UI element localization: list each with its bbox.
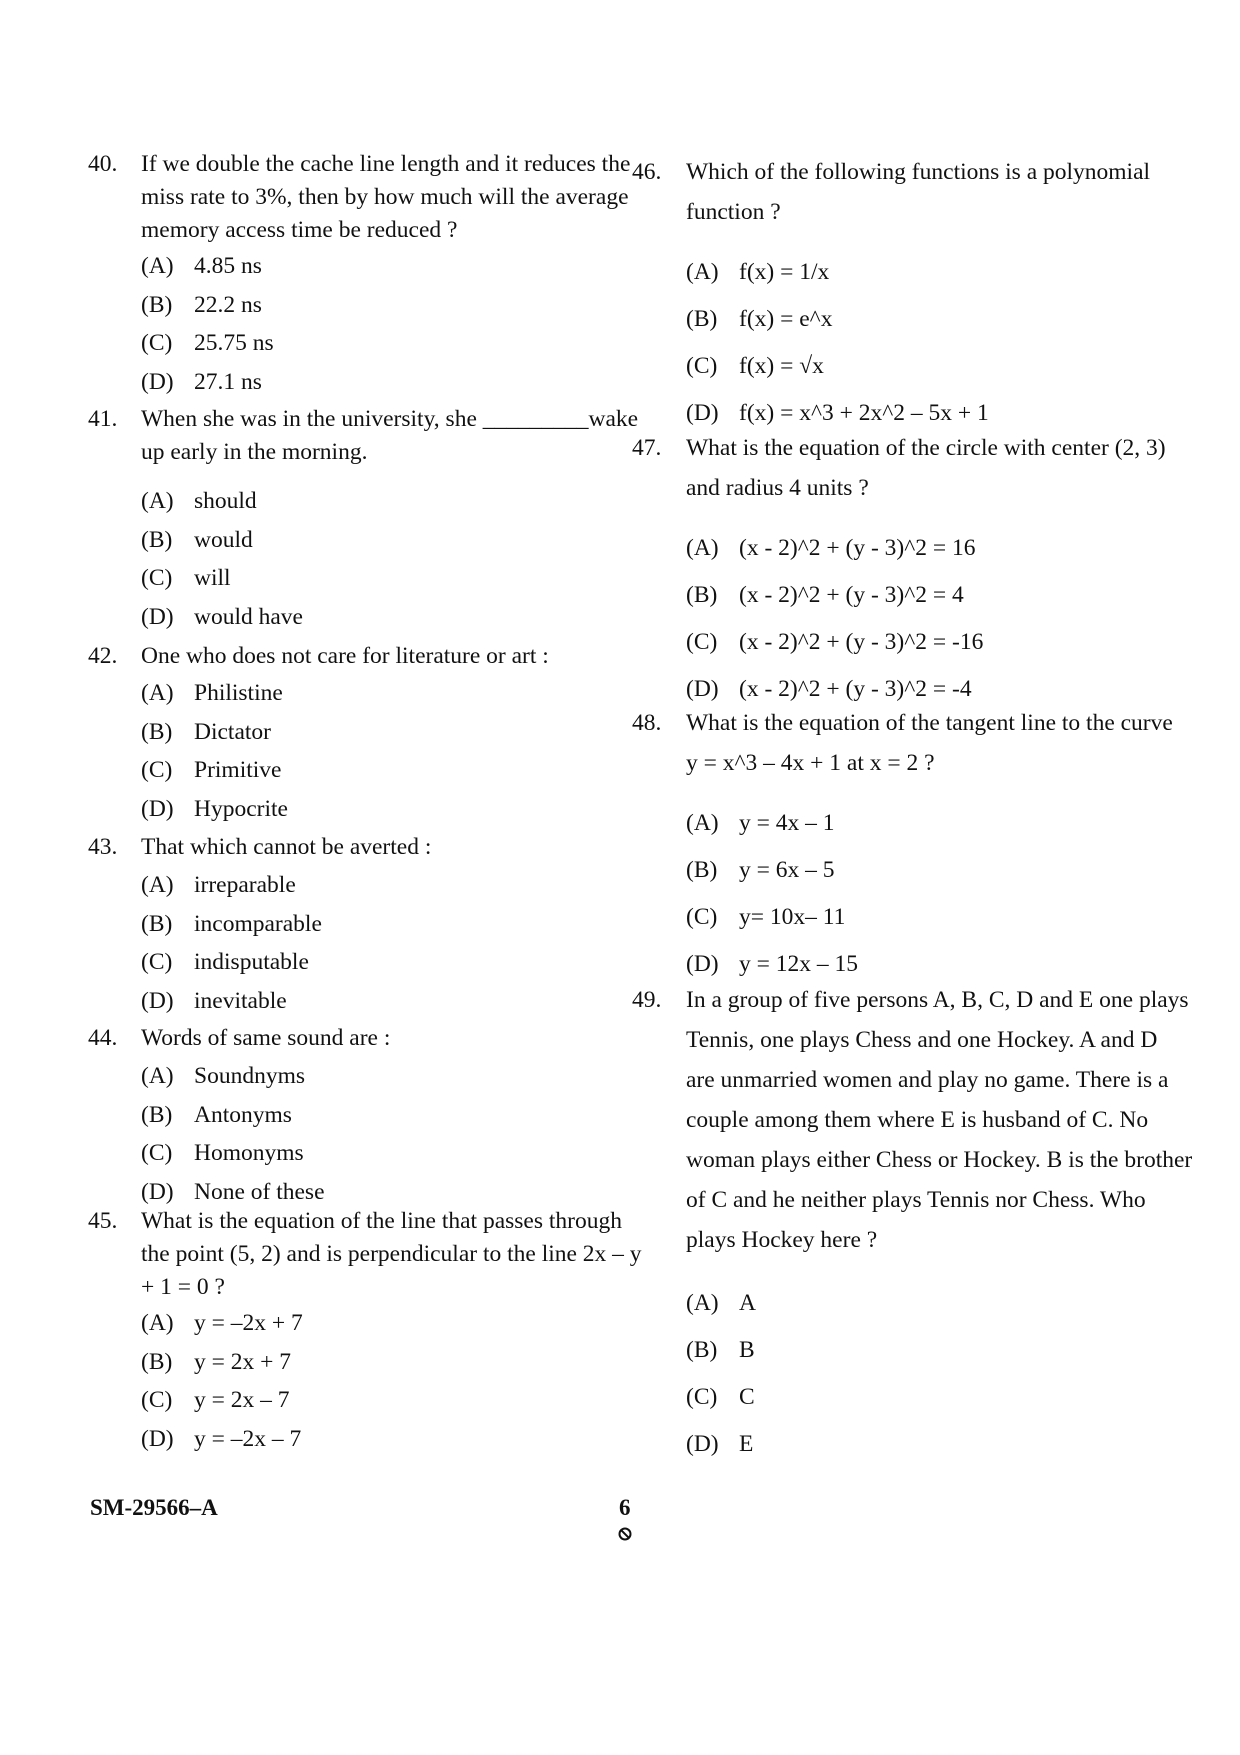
option-c[interactable] [141,1384,290,1417]
option-text: Homonyms [194,1140,304,1166]
option-d[interactable] [141,985,287,1018]
question-text-line: Tennis, one plays Chess and one Hockey. A and D [686,1027,1158,1053]
option-text: would have [194,603,303,630]
option-text: Philistine [194,680,283,706]
page-number: 6 [619,1495,631,1520]
option-b[interactable] [686,579,964,612]
question-text-line: couple among them where E is husband of C. No [686,1107,1149,1133]
option-label: (D) [686,400,719,426]
question-text-line: One who does not care for literature or art : [141,643,549,669]
option-a[interactable] [141,250,262,283]
option-label: (D) [141,603,174,630]
question-text-line: y = x^3 – 4x + 1 at x = 2 ? [686,750,935,776]
option-b[interactable] [141,1099,292,1132]
option-label: (A) [141,872,174,898]
option-text: E [739,1431,754,1457]
option-b[interactable] [141,524,253,557]
option-text: Antonyms [194,1101,292,1128]
option-text: (x - 2)^2 + (y - 3)^2 = -4 [739,676,972,702]
question-number: 44. [88,1025,118,1051]
option-text: Dictator [194,718,271,745]
option-c[interactable] [686,901,845,934]
option-text: (x - 2)^2 + (y - 3)^2 = 4 [739,582,964,608]
no-entry-icon [618,1527,632,1541]
option-label: (B) [141,718,173,745]
option-b[interactable] [141,716,271,749]
option-label: (B) [686,306,718,332]
option-text: y = 2x + 7 [194,1348,292,1375]
option-label: (D) [141,1178,174,1205]
option-b[interactable] [141,908,322,941]
paper-code: SM-29566–A [90,1495,218,1520]
question-text-line: If we double the cache line length and it reduces the [141,151,631,177]
option-text: 22.2 ns [194,291,262,318]
option-label: (D) [141,987,174,1014]
option-text: inevitable [194,987,287,1014]
option-label: (C) [141,949,173,975]
option-label: (C) [686,629,718,655]
option-b[interactable] [686,1334,755,1367]
question-text-line: and radius 4 units ? [686,475,869,501]
option-c[interactable] [141,1137,304,1170]
option-text: y = 6x – 5 [739,857,835,883]
option-d[interactable] [686,1428,753,1461]
option-a[interactable] [141,869,296,902]
option-label: (D) [141,1425,174,1452]
option-text: f(x) = x^3 + 2x^2 – 5x + 1 [739,400,989,426]
option-d[interactable] [141,1423,301,1456]
option-text: Primitive [194,757,282,783]
option-label: (C) [141,330,173,356]
option-label: (A) [686,810,719,836]
option-label: (C) [141,1387,173,1413]
option-d[interactable] [141,601,303,634]
option-text: C [739,1384,755,1410]
option-text: incomparable [194,910,322,937]
question-text-line: Words of same sound are : [141,1025,391,1051]
option-a[interactable] [141,1307,303,1340]
option-label: (C) [141,565,173,591]
option-text: indisputable [194,949,309,975]
option-b[interactable] [686,303,832,336]
question-number: 47. [632,435,662,461]
option-text: y = –2x – 7 [194,1425,302,1452]
option-b[interactable] [686,854,835,887]
question-text-line: When she was in the university, she _________wake [141,406,639,432]
option-d[interactable] [141,793,288,826]
option-label: (A) [141,488,174,514]
option-d[interactable] [686,948,858,981]
option-label: (B) [141,526,173,553]
option-label: (B) [686,857,718,883]
question-text-line: That which cannot be averted : [141,834,432,860]
option-a[interactable] [686,532,976,565]
option-a[interactable] [141,1060,305,1093]
option-label: (C) [686,1384,718,1410]
option-label: (B) [141,1101,173,1128]
question-text-line: of C and he neither plays Tennis nor Chess. Who [686,1187,1146,1213]
option-label: (A) [686,1290,719,1316]
option-label: (B) [141,1348,173,1375]
option-c[interactable] [141,946,309,979]
option-label: (D) [686,1431,719,1457]
question-text-line: miss rate to 3%, then by how much will the average [141,184,629,210]
option-text: y = –2x + 7 [194,1310,303,1336]
option-text: y = 4x – 1 [739,810,835,836]
option-text: should [194,488,257,514]
question-number: 43. [88,834,118,860]
option-text: (x - 2)^2 + (y - 3)^2 = -16 [739,629,984,655]
option-text: 4.85 ns [194,253,262,279]
option-c[interactable] [686,626,983,659]
question-number: 42. [88,643,118,669]
question-text-line: function ? [686,199,781,225]
option-label: (C) [141,1140,173,1166]
option-c[interactable] [686,1381,755,1414]
question-text-line: What is the equation of the tangent line to the curve [686,710,1173,736]
option-label: (A) [686,259,719,285]
option-text: (x - 2)^2 + (y - 3)^2 = 16 [739,535,976,561]
option-b[interactable] [141,1346,291,1379]
option-label: (A) [141,1310,174,1336]
option-b[interactable] [141,289,262,322]
question-number: 48. [632,710,662,736]
option-label: (D) [686,676,719,702]
option-label: (C) [686,904,718,930]
option-label: (D) [141,368,174,395]
option-text: will [194,565,231,591]
option-label: (B) [141,910,173,937]
option-text: Soundnyms [194,1063,305,1089]
option-label: (D) [686,951,719,977]
option-text: 27.1 ns [194,368,262,395]
question-text-line: + 1 = 0 ? [141,1274,225,1300]
option-text: irreparable [194,872,296,898]
option-a[interactable] [686,807,835,840]
option-text: would [194,526,253,553]
option-label: (B) [141,291,173,318]
option-c[interactable] [141,754,281,787]
option-a[interactable] [686,1287,756,1320]
option-text: None of these [194,1178,325,1205]
question-number: 40. [88,151,118,177]
option-c[interactable] [141,327,274,360]
question-text-line: What is the equation of the line that passes through [141,1208,622,1234]
option-text: f(x) = √x [739,353,824,379]
question-number: 45. [88,1208,118,1234]
option-label: (B) [686,582,718,608]
option-text: y = 2x – 7 [194,1387,290,1413]
question-number: 46. [632,159,662,185]
question-text-line: up early in the morning. [141,439,368,465]
option-text: A [739,1290,756,1316]
option-c[interactable] [141,562,231,595]
question-text-line: the point (5, 2) and is perpendicular to the line 2x – y [141,1241,642,1267]
option-c[interactable] [686,350,824,383]
option-label: (A) [141,1063,174,1089]
option-text: 25.75 ns [194,330,274,356]
question-number: 41. [88,406,118,432]
option-label: (A) [141,680,174,706]
option-label: (A) [141,253,174,279]
option-label: (B) [686,1337,718,1363]
option-text: y= 10x– 11 [739,904,846,930]
question-text-line: memory access time be reduced ? [141,217,458,243]
question-text-line: Which of the following functions is a polynomial [686,159,1151,185]
question-text-line: woman plays either Chess or Hockey. B is the brother [686,1147,1193,1173]
question-number: 49. [632,987,662,1013]
option-text: f(x) = 1/x [739,259,830,285]
option-text: Hypocrite [194,795,288,822]
option-a[interactable] [686,256,829,289]
option-text: B [739,1337,755,1363]
option-a[interactable] [141,677,283,710]
option-label: (C) [686,353,718,379]
option-text: y = 12x – 15 [739,951,859,977]
question-text-line: are unmarried women and play no game. There is a [686,1067,1169,1093]
option-text: f(x) = e^x [739,306,833,332]
option-d[interactable] [141,366,262,399]
question-text-line: plays Hockey here ? [686,1227,878,1253]
option-label: (C) [141,757,173,783]
option-d[interactable] [686,673,972,706]
question-text-line: In a group of five persons A, B, C, D and E one plays [686,987,1189,1013]
option-d[interactable] [141,1176,325,1209]
option-label: (D) [141,795,174,822]
question-text-line: What is the equation of the circle with center (2, 3) [686,435,1166,461]
option-d[interactable] [686,397,989,430]
option-a[interactable] [141,485,257,518]
option-label: (A) [686,535,719,561]
